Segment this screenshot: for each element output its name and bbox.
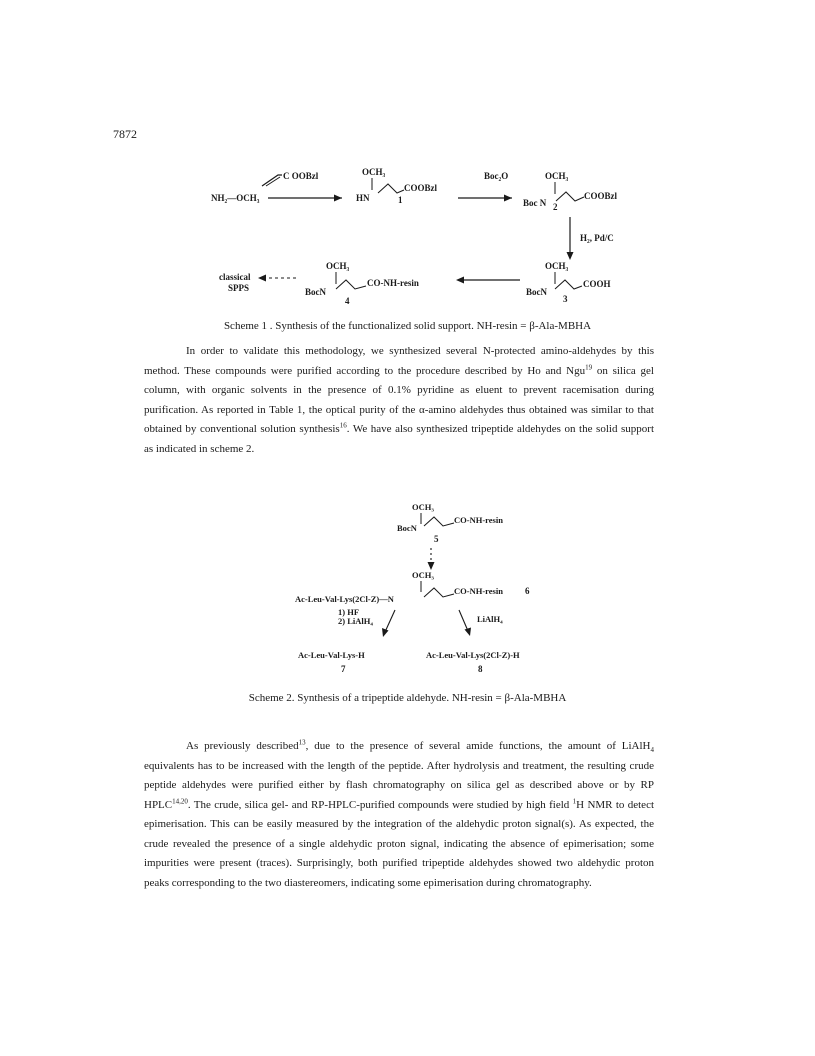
compound-1-och3: OCH₃ [362, 167, 386, 177]
compound-2-och3: OCH₃ [545, 171, 569, 181]
product-7-number: 7 [341, 664, 346, 674]
compound-3-bocn: BocN [526, 287, 547, 297]
compound-3-och3: OCH₃ [545, 261, 569, 271]
reagent-benzyl-acrylate: C OOBzl [283, 171, 319, 181]
reactant-methoxyamine: NH₂—OCH₃ [211, 193, 260, 203]
compound-1-coobzl: COOBzl [404, 183, 437, 193]
compound-2-bocn: Boc N [523, 198, 547, 208]
compound-6-och3: OCH₃ [412, 570, 434, 580]
paragraph-2-text-b: , due to the presence of several amide functions, the amount of LiAlH [305, 740, 651, 752]
compound-5-och3: OCH₃ [412, 502, 434, 512]
step-hf: 1) HF [338, 607, 360, 617]
subscript-4: 4 [650, 746, 655, 755]
compound-6-conh-resin: CO-NH-resin [454, 586, 503, 596]
scheme-2-diagram [0, 498, 815, 683]
compound-6-number: 6 [525, 586, 530, 596]
paragraph-1-text-a: In order to validate this methodology, we synthesized several N-protected amino-aldehydes by this method. These compounds were purified according to the procedure described by Ho and Ngu [144, 345, 654, 377]
compound-4-number: 4 [345, 296, 350, 306]
ref-19: 19 [585, 362, 593, 371]
arrow-left-branch [385, 610, 395, 632]
compound-2-number: 2 [553, 202, 558, 212]
compound-1-hn: HN [356, 193, 370, 203]
vinyl-bond-icon [262, 175, 282, 186]
scheme-1-caption: Scheme 1 . Synthesis of the functionalized solid support. NH-resin = β-Ala-MBHA [223, 320, 592, 332]
step-lialh4-left: 2) LiAlH₄ [338, 616, 373, 626]
page-number: 7872 [113, 127, 137, 141]
compound-1-number: 1 [398, 195, 403, 205]
compound-3-number: 3 [563, 294, 568, 304]
compound-4-chain [336, 280, 366, 289]
step-lialh4-right: LiAlH₄ [477, 614, 503, 624]
ref-13: 13 [298, 738, 306, 747]
paragraph-2-text-c: equivalents has to be increased with the length of the peptide. After hydrolysis and treatment, the resulting crude peptide aldehydes were purified either by flash chromatography on silica gel as described above or by RP HPLC [144, 759, 654, 811]
compound-3-cooh: COOH [583, 279, 611, 289]
paragraph-1-text-c: . We have also synthesized tripeptide aldehydes on the solid support as indicated in scheme 2. [144, 423, 654, 455]
product-7: Ac-Leu-Val-Lys-H [298, 650, 365, 660]
compound-2-coobzl: COOBzl [584, 191, 617, 201]
compound-6-peptide: Ac-Leu-Val-Lys(2Cl-Z)—N [295, 594, 394, 604]
paragraph-2-text-d: . The crude, silica gel- and RP-HPLC-purified compounds were studied by high field [187, 798, 573, 811]
reagent-boc2o: Boc₂O [484, 171, 509, 181]
paragraph-1-text-b: on silica gel column, with organic solvents in the presence of 0.1% pyridine as eluent to prevent racemisation during purification. As reported in Table 1, the optical purity of the α-amino aldehydes thus obtained was similar to that obtained by conventional solution synthesis [144, 364, 654, 435]
compound-4-conh-resin: CO-NH-resin [367, 278, 419, 288]
compound-4-bocn: BocN [305, 287, 326, 297]
compound-5-chain [424, 517, 454, 526]
ref-16: 16 [339, 421, 347, 430]
product-8-number: 8 [478, 664, 483, 674]
scheme-2-caption: Scheme 2. Synthesis of a tripeptide aldehyde. NH-resin = β-Ala-MBHA [248, 692, 567, 704]
compound-4-och3: OCH₃ [326, 261, 350, 271]
compound-6-chain [424, 588, 454, 597]
label-spps: SPPS [228, 283, 250, 293]
label-classical: classical [219, 272, 251, 282]
arrow-right-branch [459, 610, 468, 631]
paragraph-2-text-e: H NMR to detect epimerisation. This can be easily measured by the integration of the aldehydic proton signal(s). As expected, the crude revealed the presence of a single aldehydic proton signal, indicating the absence of epimerisation; some impurities were present (traces). Surprisingly, both purified tripeptide aldehydes showed two aldehydic proton peaks corresponding to the two diastereomers, indicating some epimerisation during chromatography. [144, 798, 655, 889]
compound-2-chain [556, 192, 584, 201]
paragraph-2-text-a: As previously described [186, 740, 299, 752]
scheme-1-diagram [0, 165, 815, 325]
reagent-h2-pdc: H₂, Pd/C [580, 233, 614, 243]
compound-5-number: 5 [434, 534, 439, 544]
compound-1-chain [378, 184, 404, 193]
ref-14-20: 14,20 [172, 796, 188, 805]
paragraph-2 [144, 737, 654, 893]
compound-5-bocn: BocN [397, 523, 417, 533]
compound-3-chain [555, 280, 582, 289]
paragraph-1 [144, 342, 654, 459]
compound-5-conh-resin: CO-NH-resin [454, 515, 503, 525]
superscript-1: 1 [572, 796, 577, 805]
product-8: Ac-Leu-Val-Lys(2Cl-Z)-H [426, 650, 520, 660]
